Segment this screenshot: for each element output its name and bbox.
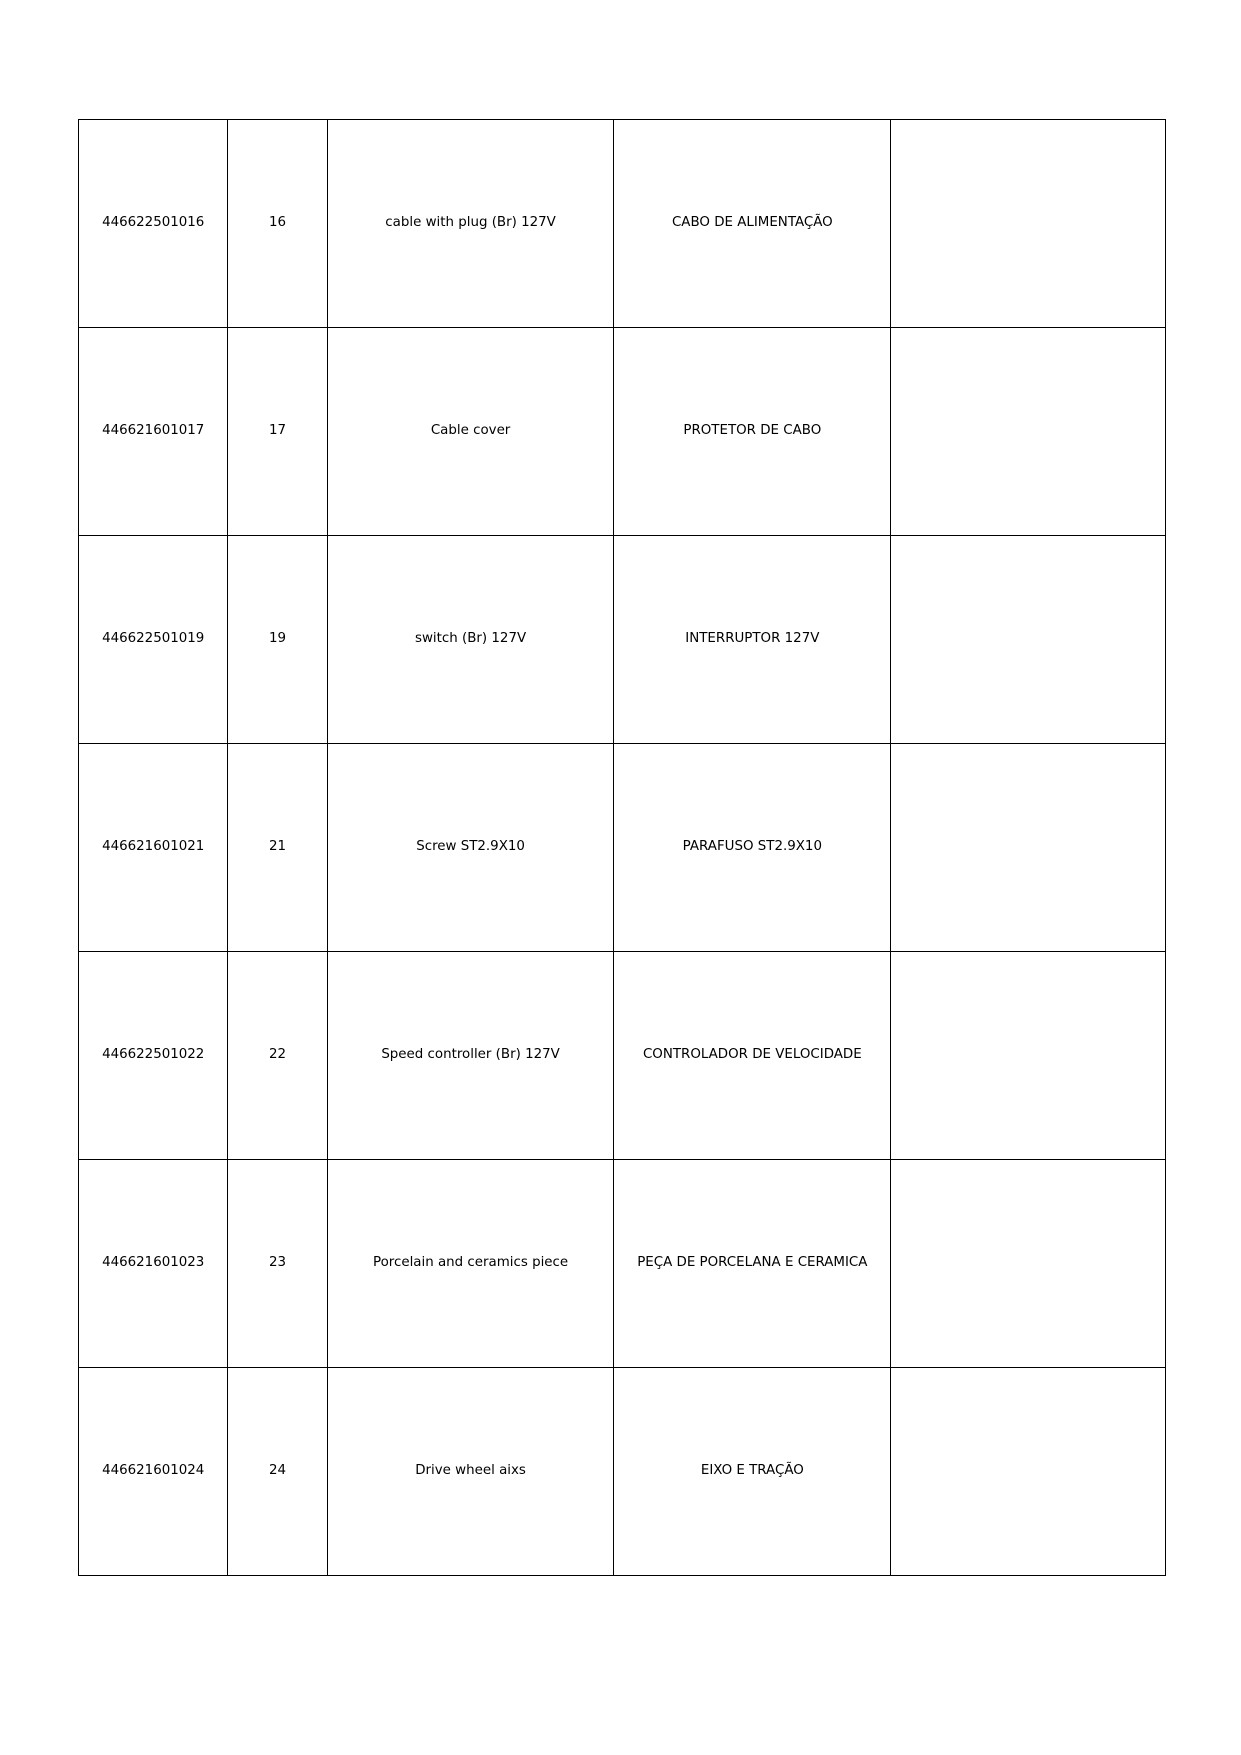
- empty-cell: [891, 744, 1166, 952]
- empty-cell: [891, 120, 1166, 328]
- description-pt-cell: CONTROLADOR DE VELOCIDADE: [614, 952, 891, 1160]
- description-en-cell: switch (Br) 127V: [327, 536, 614, 744]
- part-code-cell: 446621601024: [79, 1368, 228, 1576]
- part-code-cell: 446622501016: [79, 120, 228, 328]
- description-pt-cell: EIXO E TRAÇÃO: [614, 1368, 891, 1576]
- parts-table-body: [79, 120, 1166, 1576]
- table-row: [79, 1368, 1166, 1576]
- part-code-cell: 446621601017: [79, 328, 228, 536]
- description-en-cell: Cable cover: [327, 328, 614, 536]
- part-code-cell: 446621601023: [79, 1160, 228, 1368]
- part-code-cell: 446621601021: [79, 744, 228, 952]
- table-row: [79, 952, 1166, 1160]
- description-en-cell: Speed controller (Br) 127V: [327, 952, 614, 1160]
- description-en-cell: Drive wheel aixs: [327, 1368, 614, 1576]
- description-en-cell: Screw ST2.9X10: [327, 744, 614, 952]
- position-number-cell: 19: [228, 536, 327, 744]
- empty-cell: [891, 952, 1166, 1160]
- description-pt-cell: CABO DE ALIMENTAÇÃO: [614, 120, 891, 328]
- description-pt-cell: INTERRUPTOR 127V: [614, 536, 891, 744]
- position-number-cell: 23: [228, 1160, 327, 1368]
- empty-cell: [891, 328, 1166, 536]
- empty-cell: [891, 1160, 1166, 1368]
- position-number-cell: 16: [228, 120, 327, 328]
- part-code-cell: 446622501019: [79, 536, 228, 744]
- description-pt-cell: PROTETOR DE CABO: [614, 328, 891, 536]
- empty-cell: [891, 536, 1166, 744]
- description-pt-cell: PEÇA DE PORCELANA E CERAMICA: [614, 1160, 891, 1368]
- part-code-cell: 446622501022: [79, 952, 228, 1160]
- table-row: [79, 1160, 1166, 1368]
- position-number-cell: 17: [228, 328, 327, 536]
- description-en-cell: cable with plug (Br) 127V: [327, 120, 614, 328]
- empty-cell: [891, 1368, 1166, 1576]
- description-en-cell: Porcelain and ceramics piece: [327, 1160, 614, 1368]
- position-number-cell: 21: [228, 744, 327, 952]
- description-pt-cell: PARAFUSO ST2.9X10: [614, 744, 891, 952]
- table-row: [79, 536, 1166, 744]
- position-number-cell: 22: [228, 952, 327, 1160]
- table-row: [79, 120, 1166, 328]
- position-number-cell: 24: [228, 1368, 327, 1576]
- table-row: [79, 328, 1166, 536]
- table-row: [79, 744, 1166, 952]
- parts-table: [78, 119, 1166, 1576]
